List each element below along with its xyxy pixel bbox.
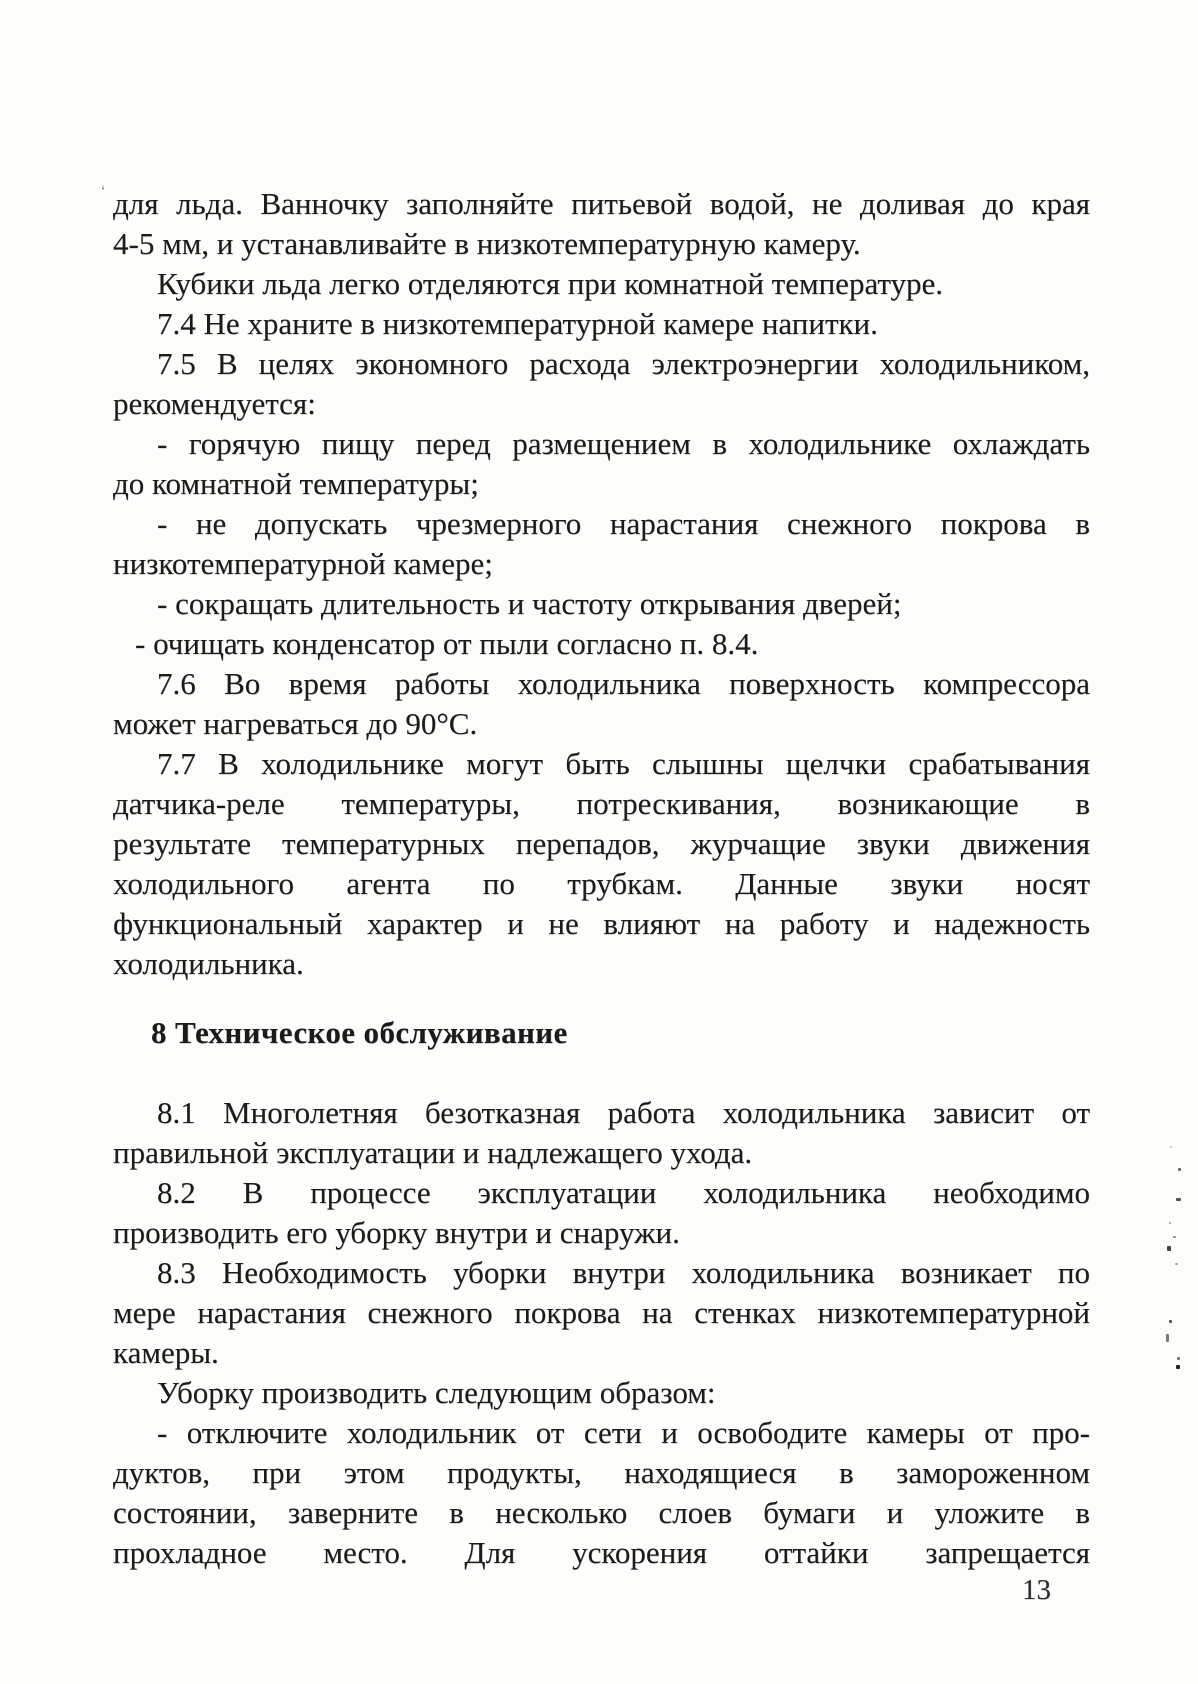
text-line: состоянии, заверните в несколько слоев бумаги и уложите в [113, 1495, 1090, 1530]
text-line: 7.5 В целях экономного расхода электроэнергии холодильником, [157, 346, 1090, 381]
text-line: - очищать конденсатор от пыли согласно п. 8.4. [135, 626, 759, 661]
section-heading: 8 Техническое обслуживание [151, 1015, 568, 1050]
text-line: производить его уборку внутри и снаружи. [113, 1215, 680, 1250]
scan-speck [1177, 1357, 1180, 1360]
text-line: 7.7 В холодильнике могут быть слышны щелчки срабатывания [157, 746, 1090, 781]
text-line: датчика-реле температуры, потрескивания, возникающие в [113, 786, 1090, 821]
text-line: 8.3 Необходимость уборки внутри холодильника возникает по [157, 1255, 1090, 1290]
text-line: дуктов, при этом продукты, находящиеся в замороженном [113, 1455, 1090, 1490]
scan-speck [1178, 1168, 1181, 1171]
text-line: Кубики льда легко отделяются при комнатной температуре. [157, 266, 944, 301]
text-line: мере нарастания снежного покрова на стенках низкотемпературной [113, 1295, 1090, 1330]
text-line: результате температурных перепадов, журчащие звуки движения [113, 826, 1090, 861]
text-line: 4-5 мм, и устанавливайте в низкотемпературную камеру. [113, 226, 861, 261]
scan-speck [1176, 1198, 1181, 1201]
text-line: - не допускать чрезмерного нарастания снежного покрова в [157, 506, 1090, 541]
text-line: прохладное место. Для ускорения оттайки запрещается [113, 1535, 1090, 1570]
page-number: 13 [1022, 1574, 1051, 1606]
text-line: камеры. [113, 1335, 219, 1370]
text-line: рекомендуется: [113, 386, 316, 421]
text-line: правильной эксплуатации и надлежащего ухода. [113, 1135, 753, 1170]
scan-speck [1166, 1334, 1169, 1342]
scan-corner-mark: ʻ [99, 182, 108, 201]
text-line: может нагреваться до 90°С. [113, 706, 478, 741]
text-line: для льда. Ванночку заполняйте питьевой водой, не доливая до края [113, 186, 1090, 221]
text-block [113, 184, 1090, 1573]
scan-speck [1167, 1246, 1171, 1251]
text-line: - горячую пищу перед размещением в холодильнике охлаждать [157, 426, 1090, 461]
scan-speck [1170, 1146, 1172, 1148]
text-line: холодильного агента по трубкам. Данные звуки носят [113, 866, 1090, 901]
scan-speck [1175, 1263, 1178, 1265]
text-line: 8.1 Многолетняя безотказная работа холодильника зависит от [157, 1095, 1090, 1130]
text-line: холодильника. [113, 946, 304, 981]
text-line: низкотемпературной камере; [113, 546, 493, 581]
scan-speck [1176, 1365, 1180, 1369]
text-line: - отключите холодильник от сети и освободите камеры от про- [157, 1415, 1090, 1450]
text-line: 7.4 Не храните в низкотемпературной камере напитки. [157, 306, 878, 341]
text-line: функциональный характер и не влияют на работу и надежность [113, 906, 1090, 941]
scan-speck [1169, 1320, 1172, 1323]
text-line: до комнатной температуры; [113, 466, 479, 501]
scan-speck [1169, 1222, 1171, 1224]
text-line: 8.2 В процессе эксплуатации холодильника необходимо [157, 1175, 1090, 1210]
text-line: 7.6 Во время работы холодильника поверхность компрессора [157, 666, 1090, 701]
text-line: Уборку производить следующим образом: [157, 1375, 716, 1410]
text-line: - сокращать длительность и частоту открывания дверей; [157, 586, 902, 621]
scan-speck [1173, 1236, 1176, 1238]
